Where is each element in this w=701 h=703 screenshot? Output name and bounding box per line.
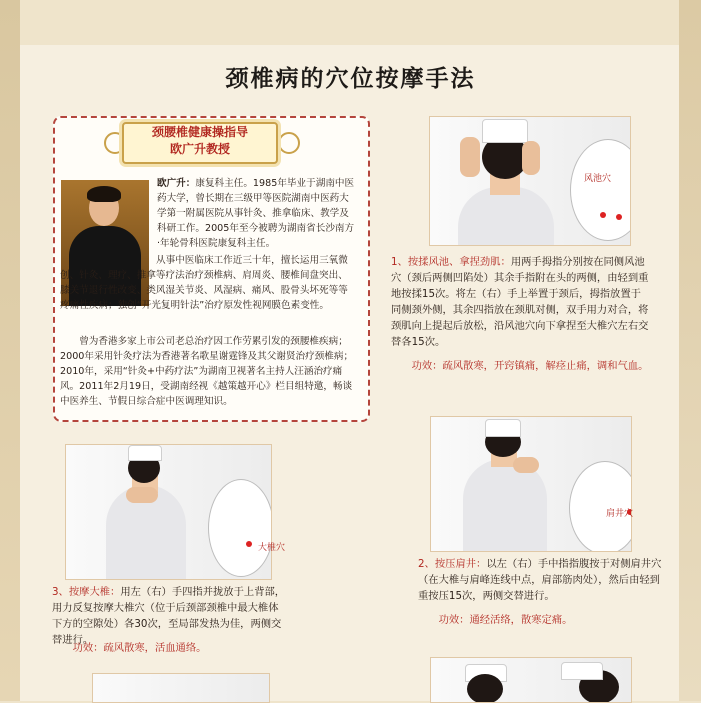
banner-title: 颈腰椎健康操指导 — [151, 125, 248, 139]
jianjing-label: 肩井穴 — [606, 509, 634, 519]
step1-heading: 1、按揉风池、拿捏劲肌： — [391, 256, 511, 268]
step4-photo-partial — [92, 673, 270, 703]
step3-effect: 功效：疏风散寒，活血通络。 — [72, 642, 207, 654]
intro-bio-1: 欧广升：康复科主任。1985年毕业于湖南中医药大学，曾长期在三级甲等医院湖南中医药大学第一附属医院从事针灸、推拿临床、教学及科研工作。2005年至今被聘为湖南省长沙南方·年轮骨科医院康复科主任。 — [157, 178, 355, 249]
step3-heading: 3、按摩大椎： — [52, 586, 121, 598]
left-border — [0, 0, 20, 701]
step3-description: 3、按摩大椎：用左（右）手四指并拢放于上背部，用力反复按摩大椎穴（位于后颈部颈椎中最大椎体下方的空隙处）各30次，至局部发热为佳，两侧交替进行。 — [52, 586, 286, 646]
intro-bio-2: 从事中医临床工作近三十年，擅长运用三氧微创、针灸、理疗、推拿等疗法治疗颈椎病、肩周炎、腰椎间盘突出、膝关节退行性改变、类风湿关节炎、风湿病、痛风、股骨头坏死等等疼痛性疾病；独创“开光复明针法”治疗原发性视网膜色素变性。 — [60, 255, 348, 311]
ornament-right-icon — [278, 132, 300, 154]
intro-bio-3: 曾为香港多家上市公司老总治疗因工作劳累引发的颈腰椎疾病；2000年采用针灸疗法为香港著名歌星谢霆锋及其父谢贤治疗颈椎病；2010年，采用“针灸+中药疗法”为湖南卫视著名主持人汪涵治疗痛风。2011年2月19日，受湖南经视《越策越开心》栏目组特邀，畅谈中医养生、节假日综合症中医调理知识。 — [60, 336, 354, 407]
fengchi-label: 风池穴 — [584, 174, 612, 184]
spine-inset — [208, 479, 272, 577]
step1-description: 1、按揉风池、拿捏劲肌：用两手拇指分别按在同侧风池穴（颈后两侧凹陷处）其余手指附在头的两侧，由轻到重地按揉15次。将左（右）手上举置于颈后，拇指放置于同侧颈外侧，其余四指放在颈肌对侧，双手用力对合，将颈肌向上提起后放松，沿风池穴向下拿捏至大椎穴左右交替各15次。 — [391, 256, 649, 348]
banner-subtitle: 欧广升教授 — [169, 142, 230, 156]
right-border — [679, 0, 701, 701]
page-title: 颈椎病的穴位按摩手法 — [225, 66, 476, 92]
step5-photo-partial — [430, 657, 632, 703]
step2-description: 2、按压肩井：以左（右）手中指指腹按于对侧肩井穴（在大椎与肩峰连线中点，肩部筋肉处），然后由轻到重按压15次，两侧交替进行。 — [418, 558, 662, 602]
step2-heading: 2、按压肩井： — [418, 558, 487, 570]
step2-photo — [430, 416, 632, 552]
step2-effect: 功效：通经活络，散寒定痛。 — [438, 614, 573, 626]
intro-banner — [122, 122, 278, 164]
professor-name: 欧广升： — [157, 178, 196, 189]
step1-effect: 功效：疏风散寒，开窍镇痛，解痉止痛，调和气血。 — [411, 360, 649, 372]
step3-photo — [65, 444, 272, 580]
dazhui-label: 大椎穴 — [258, 543, 286, 553]
